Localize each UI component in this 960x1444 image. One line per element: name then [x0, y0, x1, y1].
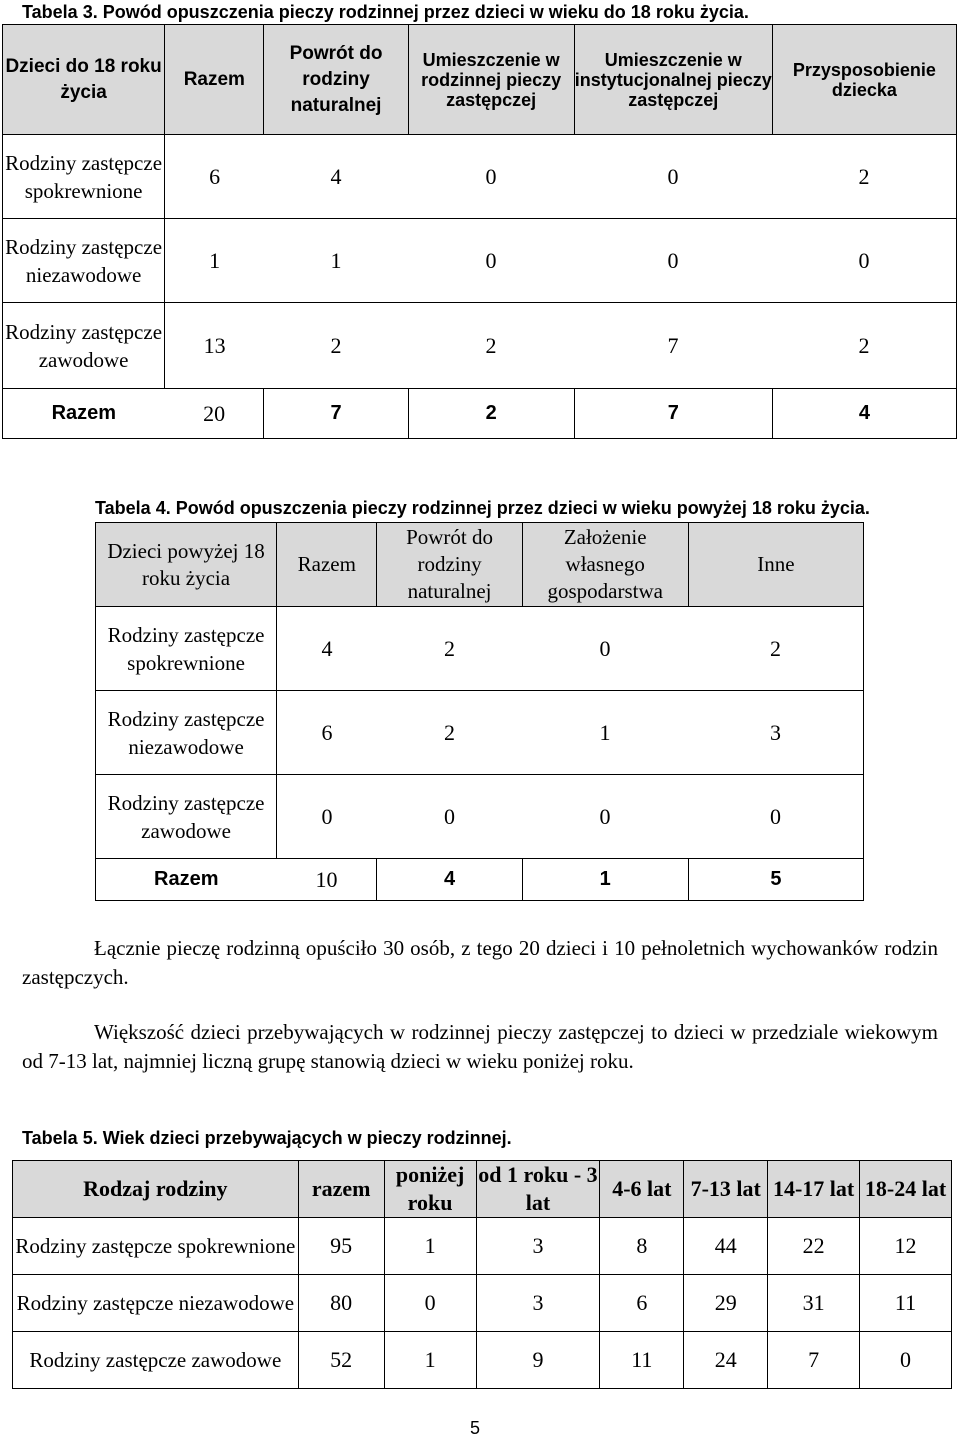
t3-header-institutional-care: Umieszczenie w instytucjonalnej pieczy zastępczej	[574, 25, 772, 135]
cell-value: 0	[769, 803, 781, 829]
cell-value: 2	[330, 332, 342, 358]
cell-total: 6	[277, 691, 377, 775]
cell-value: 44	[684, 1218, 768, 1275]
t4-header-children: Dzieci powyżej 18 roku życia	[96, 523, 277, 607]
cell-value: 11	[860, 1275, 952, 1332]
total-value: 5	[688, 859, 863, 901]
cell-value: 0	[599, 803, 611, 829]
page-number: 5	[470, 1418, 481, 1438]
table-total-row	[96, 859, 864, 901]
table-row	[3, 135, 957, 219]
table5	[12, 1160, 952, 1389]
cell-value: 2	[858, 163, 870, 189]
merged-values	[264, 135, 957, 219]
merged-values	[264, 219, 957, 303]
t4-header-return-family: Powrót do rodziny naturalnej	[377, 523, 522, 607]
t3-header-total: Razem	[165, 25, 264, 135]
row-label: Rodziny zastępcze zawodowe	[3, 303, 165, 389]
cell-value: 0	[858, 247, 870, 273]
cell-value: 4	[330, 163, 342, 189]
cell-total: 6	[165, 135, 264, 219]
paragraph-age-groups: Większość dzieci przebywających w rodzinnej pieczy zastępczej to dzieci w przedziale wiekowym od 7-13 lat, najmniej liczną grupę stanowią dzieci w wieku poniżej roku.	[22, 1020, 938, 1073]
table3	[2, 24, 957, 439]
table-total-row	[3, 389, 957, 439]
total-razem: 10	[277, 859, 377, 901]
t3-header-children: Dzieci do 18 roku życia	[3, 25, 165, 135]
cell-total: 1	[165, 219, 264, 303]
cell-total: 4	[277, 607, 377, 691]
cell-value: 1	[330, 247, 342, 273]
t3-header-return-family: Powrót do rodziny naturalnej	[264, 25, 408, 135]
cell-value: 22	[768, 1218, 860, 1275]
row-label: Rodziny zastępcze niezawodowe	[96, 691, 277, 775]
cell-value: 80	[298, 1275, 384, 1332]
t5-header-1-3: od 1 roku - 3 lat	[476, 1161, 600, 1218]
table5-caption: Tabela 5. Wiek dzieci przebywających w pieczy rodzinnej.	[22, 1128, 512, 1148]
cell-value: 12	[860, 1218, 952, 1275]
cell-value: 1	[384, 1218, 476, 1275]
row-label: Rodziny zastępcze niezawodowe	[3, 219, 165, 303]
t5-header-total: razem	[298, 1161, 384, 1218]
table4	[95, 522, 864, 901]
t5-header-14-17: 14-17 lat	[768, 1161, 860, 1218]
row-label: Rodziny zastępcze spokrewnione	[3, 135, 165, 219]
total-razem: 20	[165, 389, 264, 439]
cell-value: 6	[600, 1275, 684, 1332]
total-label: Razem	[3, 389, 165, 439]
total-value: 7	[264, 389, 408, 439]
total-value: 1	[522, 859, 688, 901]
total-value: 7	[574, 389, 772, 439]
merged-values	[377, 775, 864, 859]
cell-total: 0	[277, 775, 377, 859]
merged-values	[264, 303, 957, 389]
t3-header-family-care: Umieszczenie w rodzinnej pieczy zastępczej	[408, 25, 574, 135]
total-value: 4	[377, 859, 522, 901]
t5-header-family-type: Rodzaj rodziny	[13, 1161, 299, 1218]
table-row	[13, 1275, 952, 1332]
cell-value: 3	[476, 1275, 600, 1332]
table3-caption: Tabela 3. Powód opuszczenia pieczy rodzinnej przez dzieci w wieku do 18 roku życia.	[22, 2, 749, 22]
cell-value: 3	[476, 1218, 600, 1275]
cell-value: 2	[858, 332, 870, 358]
cell-value: 7	[768, 1332, 860, 1389]
row-label: Rodziny zastępcze niezawodowe	[13, 1275, 299, 1332]
cell-value: 24	[684, 1332, 768, 1389]
paragraph-summary: Łącznie pieczę rodzinną opuściło 30 osób, z tego 20 dzieci i 10 pełnoletnich wychowanków rodzin zastępczych.	[22, 936, 938, 989]
row-label: Rodziny zastępcze spokrewnione	[13, 1218, 299, 1275]
cell-value: 1	[384, 1332, 476, 1389]
cell-value: 0	[384, 1275, 476, 1332]
cell-value: 7	[667, 332, 679, 358]
t4-header-own-household: Założenie własnego gospodarstwa	[522, 523, 688, 607]
cell-value: 11	[600, 1332, 684, 1389]
t5-header-4-6: 4-6 lat	[600, 1161, 684, 1218]
total-label: Razem	[96, 859, 277, 901]
cell-value: 9	[476, 1332, 600, 1389]
cell-value: 0	[667, 163, 679, 189]
t4-header-total: Razem	[277, 523, 377, 607]
total-value: 4	[772, 389, 956, 439]
row-label: Rodziny zastępcze spokrewnione	[96, 607, 277, 691]
cell-value: 52	[298, 1332, 384, 1389]
table-row	[3, 303, 957, 389]
t3-header-adoption: Przysposobienie dziecka	[772, 25, 956, 135]
cell-value: 2	[769, 635, 781, 661]
row-label: Rodziny zastępcze zawodowe	[96, 775, 277, 859]
total-value: 2	[408, 389, 574, 439]
merged-values	[377, 691, 864, 775]
cell-value: 0	[599, 635, 611, 661]
cell-value: 0	[667, 247, 679, 273]
table-row	[13, 1332, 952, 1389]
cell-total: 13	[165, 303, 264, 389]
merged-values	[377, 607, 864, 691]
table-row	[13, 1218, 952, 1275]
table-row	[96, 775, 864, 859]
table-row	[96, 607, 864, 691]
cell-value: 2	[485, 332, 497, 358]
cell-value: 2	[443, 635, 455, 661]
t5-header-under-1: poniżej roku	[384, 1161, 476, 1218]
t4-header-other: Inne	[688, 523, 863, 607]
cell-value: 95	[298, 1218, 384, 1275]
cell-value: 2	[443, 719, 455, 745]
table-row	[3, 219, 957, 303]
table-row	[96, 691, 864, 775]
cell-value: 0	[485, 163, 497, 189]
t5-header-18-24: 18-24 lat	[860, 1161, 952, 1218]
row-label: Rodziny zastępcze zawodowe	[13, 1332, 299, 1389]
table4-caption: Tabela 4. Powód opuszczenia pieczy rodzinnej przez dzieci w wieku powyżej 18 roku życia.	[95, 498, 870, 518]
cell-value: 29	[684, 1275, 768, 1332]
cell-value: 0	[860, 1332, 952, 1389]
cell-value: 3	[769, 719, 781, 745]
cell-value: 1	[599, 719, 611, 745]
cell-value: 31	[768, 1275, 860, 1332]
cell-value: 0	[485, 247, 497, 273]
t5-header-7-13: 7-13 lat	[684, 1161, 768, 1218]
cell-value: 0	[443, 803, 455, 829]
cell-value: 8	[600, 1218, 684, 1275]
